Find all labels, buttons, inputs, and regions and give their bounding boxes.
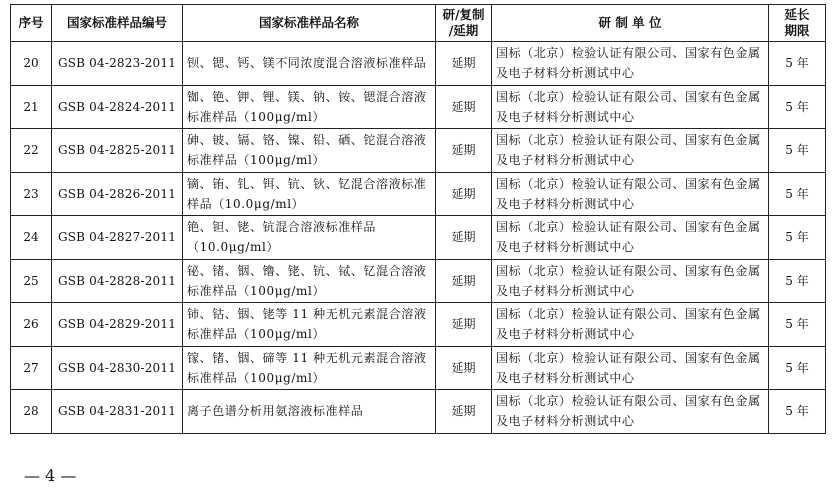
row-unit: 国标（北京）检验认证有限公司、国家有色金属及电子材料分析测试中心 [492,172,769,216]
row-extension: 5 年 [769,216,826,260]
row-action: 延期 [436,390,492,434]
row-unit: 国标（北京）检验认证有限公司、国家有色金属及电子材料分析测试中心 [492,303,769,347]
table-row [11,129,826,173]
table-row [11,390,826,434]
row-unit: 国标（北京）检验认证有限公司、国家有色金属及电子材料分析测试中心 [492,85,769,129]
row-extension: 5 年 [769,346,826,390]
header-index: 序号 [11,5,52,42]
row-code: GSB 04-2824-2011 [52,85,183,129]
row-extension: 5 年 [769,259,826,303]
row-code: GSB 04-2830-2011 [52,346,183,390]
row-unit: 国标（北京）检验认证有限公司、国家有色金属及电子材料分析测试中心 [492,42,769,86]
row-code: GSB 04-2827-2011 [52,216,183,260]
row-index: 27 [11,346,52,390]
table-row [11,303,826,347]
row-name: 离子色谱分析用氨溶液标准样品 [183,390,436,434]
header-name: 国家标准样品名称 [183,5,436,42]
row-code: GSB 04-2826-2011 [52,172,183,216]
row-name: 砷、铍、镉、铬、镍、铅、硒、铊混合溶液标准样品（100μg/ml） [183,129,436,173]
table-row [11,42,826,86]
row-action: 延期 [436,129,492,173]
header-code: 国家标准样品编号 [52,5,183,42]
row-index: 24 [11,216,52,260]
row-unit: 国标（北京）检验认证有限公司、国家有色金属及电子材料分析测试中心 [492,216,769,260]
row-index: 20 [11,42,52,86]
row-name: 钡、锶、钙、镁不同浓度混合溶液标准样品 [183,42,436,86]
row-name: 镝、铕、钆、铒、钪、钬、钇混合溶液标准样品（10.0μg/ml） [183,172,436,216]
row-index: 26 [11,303,52,347]
row-name: 铈、钴、铟、铑等 11 种无机元素混合溶液标准样品（100μg/ml） [183,303,436,347]
row-code: GSB 04-2828-2011 [52,259,183,303]
row-unit: 国标（北京）检验认证有限公司、国家有色金属及电子材料分析测试中心 [492,259,769,303]
row-unit: 国标（北京）检验认证有限公司、国家有色金属及电子材料分析测试中心 [492,390,769,434]
table-row [11,85,826,129]
row-code: GSB 04-2831-2011 [52,390,183,434]
table-row [11,346,826,390]
row-extension: 5 年 [769,85,826,129]
row-action: 延期 [436,216,492,260]
row-action: 延期 [436,172,492,216]
row-action: 延期 [436,303,492,347]
table-row [11,172,826,216]
row-extension: 5 年 [769,303,826,347]
row-name: 铯、钽、铑、钪混合溶液标准样品（10.0μg/ml） [183,216,436,260]
row-index: 23 [11,172,52,216]
row-action: 延期 [436,346,492,390]
table-header-row [11,5,826,42]
header-action: 研/复制 /延期 [436,5,492,42]
row-code: GSB 04-2829-2011 [52,303,183,347]
row-extension: 5 年 [769,390,826,434]
page-number: — 4 — [24,466,77,485]
row-index: 25 [11,259,52,303]
row-index: 22 [11,129,52,173]
row-index: 21 [11,85,52,129]
row-extension: 5 年 [769,42,826,86]
row-unit: 国标（北京）检验认证有限公司、国家有色金属及电子材料分析测试中心 [492,129,769,173]
row-name: 铷、铯、钾、锂、镁、钠、铵、锶混合溶液标准样品（100μg/ml） [183,85,436,129]
table-row [11,259,826,303]
row-extension: 5 年 [769,129,826,173]
standards-table [10,4,826,434]
row-index: 28 [11,390,52,434]
row-action: 延期 [436,259,492,303]
table-row [11,216,826,260]
row-code: GSB 04-2823-2011 [52,42,183,86]
row-extension: 5 年 [769,172,826,216]
row-name: 铋、锗、铟、镥、铑、钪、铽、钇混合溶液标准样品（100μg/ml） [183,259,436,303]
header-unit: 研 制 单 位 [492,5,769,42]
row-name: 镓、锗、铟、碲等 11 种无机元素混合溶液标准样品（100μg/ml） [183,346,436,390]
row-code: GSB 04-2825-2011 [52,129,183,173]
row-unit: 国标（北京）检验认证有限公司、国家有色金属及电子材料分析测试中心 [492,346,769,390]
header-extension: 延长 期限 [769,5,826,42]
row-action: 延期 [436,85,492,129]
row-action: 延期 [436,42,492,86]
